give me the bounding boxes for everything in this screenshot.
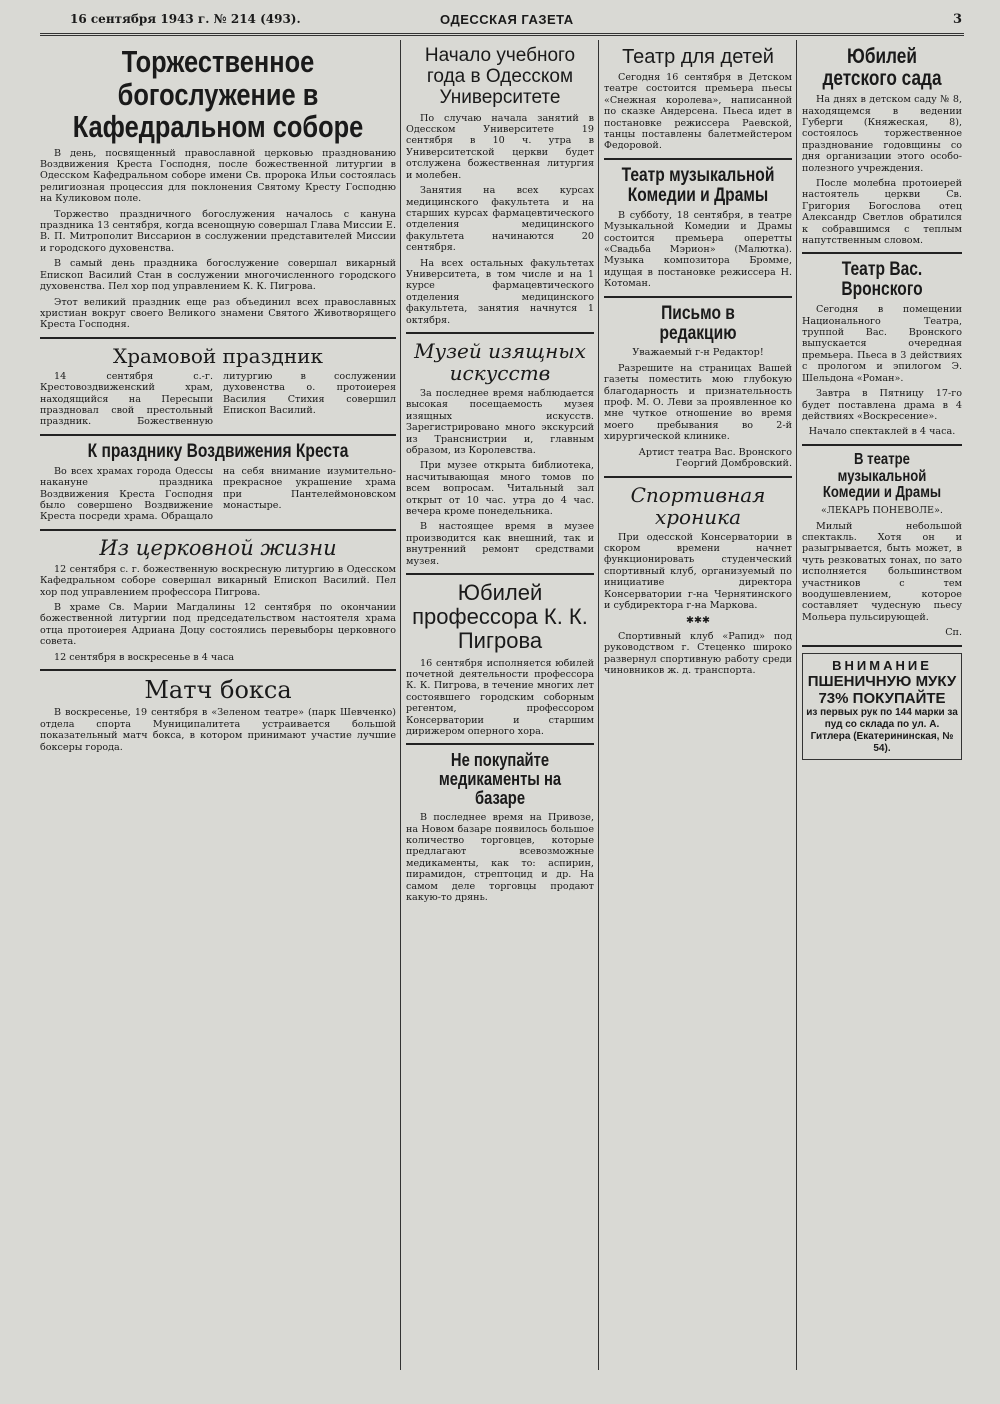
article-text: В храме Св. Марии Магдалины 12 сентября по окончании божественной литургии под председательством настоятеля храма отца протоиерея Адриана Доцу состоялись перевыборы церковного совета.	[40, 602, 396, 648]
article-text: Спортивный клуб «Рапид» под руководством г. Стеценко широко развернул спортивную работу среди чиновников ж. д. транспорта.	[604, 630, 792, 676]
article-title-letter: Письмо в редакцию	[659, 302, 737, 344]
article-title-museum: Музей изящных искусств	[414, 338, 586, 385]
column-3	[604, 40, 792, 1370]
article-title-pigrov-jubilee: Юбилей профессора К. К. Пигрова	[412, 580, 588, 654]
article-text: 16 сентября исполняется юбилей почетной деятельности профессора К. К. Пигрова, в течение многих лет состоявшего городским соборным регентом, профессором Консерватории и старшим дирижером оперного хора.	[406, 657, 594, 738]
article-title-cross-feast: К празднику Воздвижения Креста	[87, 440, 349, 462]
divider	[406, 573, 594, 575]
article-text: За последнее время наблюдается высокая посещаемость музея изящных искусств. Зарегистрировано много экскурсий из Транснистрии и, главным образом, из Королевства.	[406, 387, 594, 457]
article-text: 12 сентября с. г. божественную воскресную литургию в Одесском Кафедральном соборе совершал викарный Епископ Василий. Пел хор под управлением профессора Пигрова.	[40, 563, 396, 598]
divider	[604, 476, 792, 478]
divider	[802, 444, 962, 446]
article-text: Разрешите на страницах Вашей газеты поместить мою глубокую благодарность и признательность проф. М. О. Леви за проявленное ко мне чуткое отношение во время моего пребывания во 2-й хирургической клинике.	[604, 362, 792, 443]
article-text: Завтра в Пятницу 17-го будет поставлена драма в 4 действиях «Воскресение».	[802, 388, 962, 422]
article-title-temple-feast: Храмовой праздник	[113, 343, 323, 368]
column-1	[40, 40, 396, 1370]
article-text: В субботу, 18 сентября, в театре Музыкальной Комедии и Драмы состоится премьера оперетты «Свадьба Мэрион» (Малютка). Музыка композитора Бромме, идущая в постановке режиссера Н. Котоман.	[604, 209, 792, 290]
article-title-children-theatre: Театр для детей	[622, 46, 774, 68]
article-text: На днях в детском саду № 8, находящемся в ведении Губерги (Княжеская, 8), состоялось торжественное празднование годовщины со дня организации этого особо-полезного учреждения.	[802, 94, 962, 174]
column-rule	[796, 40, 797, 1370]
ad-attention: ВНИМАНИЕ	[832, 657, 932, 673]
article-text: 12 сентября в воскресенье в 4 часа	[54, 651, 235, 663]
flour-advertisement	[802, 653, 962, 760]
article-text: В самый день праздника богослужение совершал викарный Епископ Василий Стан в сослужении многочисленного городского духовенства. Пел хор под управлением К. К. Пигрова.	[40, 258, 396, 293]
issue-date: 16 сентября 1943 г. № 214 (493).	[70, 12, 301, 26]
article-text: Начало спектаклей в 4 часа.	[808, 426, 956, 438]
article-text: При одесской Консерватории в скором времени начнет функционировать студенческий спортивный клуб, организуемый по инициативе директора Консерватории г-на Чернятинского и субдиректора г-на Маркова.	[604, 531, 792, 611]
article-title-musical-theatre: Театр музыкальной Комедии и Драмы	[621, 164, 775, 206]
newspaper-title: ОДЕССКАЯ ГАЗЕТА	[440, 12, 574, 27]
letter-signature: Артист театра Вас. Вронского Георгий Домбровский.	[638, 446, 792, 470]
article-text: Во всех храмах города Одессы накануне праздника Воздвижения Креста Господня было совершено Воздвижение Креста посреди храма. Обращало на себя внимание изумительно-прекрасное украшение храма при Пантелеймоновском монастыре.	[40, 465, 396, 523]
divider	[40, 669, 396, 671]
column-rule	[598, 40, 599, 1370]
ad-percent: 73% ПОКУПАЙТЕ	[818, 689, 946, 707]
article-title-church-life: Из церковной жизни	[99, 535, 337, 560]
column-2	[406, 40, 594, 1370]
ad-headline: ПШЕНИЧНУЮ МУКУ	[807, 672, 957, 690]
divider	[604, 296, 792, 298]
column-rule	[400, 40, 401, 1370]
article-text: При музее открыта библиотека, насчитывающая много томов по всем вопросам. Читальный зал открыт от 10 час. утра до 4 час. вечера кроме понедельника.	[406, 460, 594, 518]
article-text: Торжество праздничного богослужения началось с кануна праздника 13 сентября, когда всенощную совершал Глава Миссии Е. В. П. Митрополит Виссарион в сослужении представителей Миссии и городского духовенства.	[40, 208, 396, 254]
divider	[604, 158, 792, 160]
article-title-cathedral: Торжественное богослужение в Кафедральном соборе	[72, 44, 364, 145]
page-header	[0, 0, 1000, 40]
article-title-sports: Спортивная хроника	[630, 482, 766, 529]
article-text: По случаю начала занятий в Одесском Университете 19 сентября в 10 ч. утра в Университетской церкви будет отслужена божественная литургия и молебен.	[406, 112, 594, 181]
divider	[406, 743, 594, 745]
article-text: После молебна протоиерей настоятель церкви Св. Григория Богослова отец Александр Светлов обратился к собравшимся с теплым напутственным словом.	[802, 177, 962, 246]
article-title-university: Начало учебного года в Одесском Университете	[424, 45, 576, 108]
page-number: 3	[952, 12, 962, 27]
divider	[40, 434, 396, 436]
article-text: В последнее время на Привозе, на Новом базаре появилось большое количество торговцев, которые предлагают всевозможные медикаменты, как то: аспирин, пирамидон, стрептоцид и др. На самом деле торговцы продают какую-то дрянь.	[406, 812, 594, 903]
article-title-review: В театре музыкальной Комедии и Драмы	[822, 450, 942, 502]
divider	[802, 252, 962, 254]
header-rule	[40, 33, 964, 36]
ornament: ✱✱✱	[685, 615, 711, 627]
article-text: Сегодня в помещении Национального Театра, труппой Вас. Вронского выпускается очередная премьера. Пьеса в 3 действиях с прологом и эпилогом Э. Шельдона «Роман».	[802, 304, 962, 384]
article-text: 14 сентября с.-г. Крестовоздвиженский храм, находящийся на Пересыпи праздновал свой престольный праздник. Божественную литургию в сослужении духовенства о. протоиерея Василия Стихия совершил Епископ Василий.	[40, 370, 396, 428]
divider	[40, 337, 396, 339]
column-4	[802, 40, 962, 1370]
ad-details: из первых рук по 144 марки за пуд со склада по ул. А. Гитлера (Екатерининская, № 54).	[806, 706, 958, 754]
divider	[406, 332, 594, 334]
article-text: На всех остальных факультетах Университета, в том числе и на 1 курсе фармацевтического отделения медицинского факультета, занятия начнутся 1 октября.	[406, 257, 594, 326]
article-text: Этот великий праздник еще раз объединил всех православных христиан вокруг своего Великого знамени Святого Животворящего Креста Господня.	[40, 296, 396, 331]
article-text: В настоящее время в музее производится как внешний, так и внутренний ремонт средствами музея.	[406, 521, 594, 567]
divider	[802, 645, 962, 647]
article-text: Сегодня 16 сентября в Детском театре состоится премьера пьесы «Снежная королева», написанной по сказке Андерсена. Пьеса идет в постановке режиссера Раевской, танцы поставлены балетмейстером Федоровой.	[604, 72, 792, 152]
article-text: В воскресенье, 19 сентября в «Зеленом театре» (парк Шевченко) отдела спорта Муниципалитета устраивается большой показательный матч бокса, в котором принимают участие лучшие боксеры города.	[40, 707, 396, 753]
letter-salutation: Уважаемый г-н Редактор!	[632, 347, 764, 359]
article-title-kindergarten: Юбилей детского сада	[822, 45, 942, 91]
review-signature: Сп.	[945, 627, 962, 639]
review-subtitle: «ЛЕКАРЬ ПОНЕВОЛЕ».	[821, 505, 943, 517]
article-title-boxing: Матч бокса	[144, 676, 292, 705]
divider	[40, 529, 396, 531]
article-text: В день, посвященный православной церковью празднованию Воздвижения Креста Господня, после божественной литургии в Одесском Кафедральном соборе имени Св. пророка Ильи состоялась религиозная процессия для поклонения Святому Кресту Господню на Куликовом поле.	[40, 147, 396, 205]
article-text: Милый небольшой спектакль. Хотя он и разыгрывается, быть может, в чуть резковатых тонах, по зато исполняется большинством участников с тем воодушевлением, которое составляет чудесную пьесу Мольера пульсирующей.	[802, 520, 962, 623]
article-text: Занятия на всех курсах медицинского факультета и на старших курсах фармацевтического отделения медицинского факультета начинаются 20 сентября.	[406, 185, 594, 254]
article-title-vronsky-theatre: Театр Вас. Вронского	[841, 259, 923, 301]
article-title-medicines: Не покупайте медикаменты на базаре	[438, 750, 562, 809]
